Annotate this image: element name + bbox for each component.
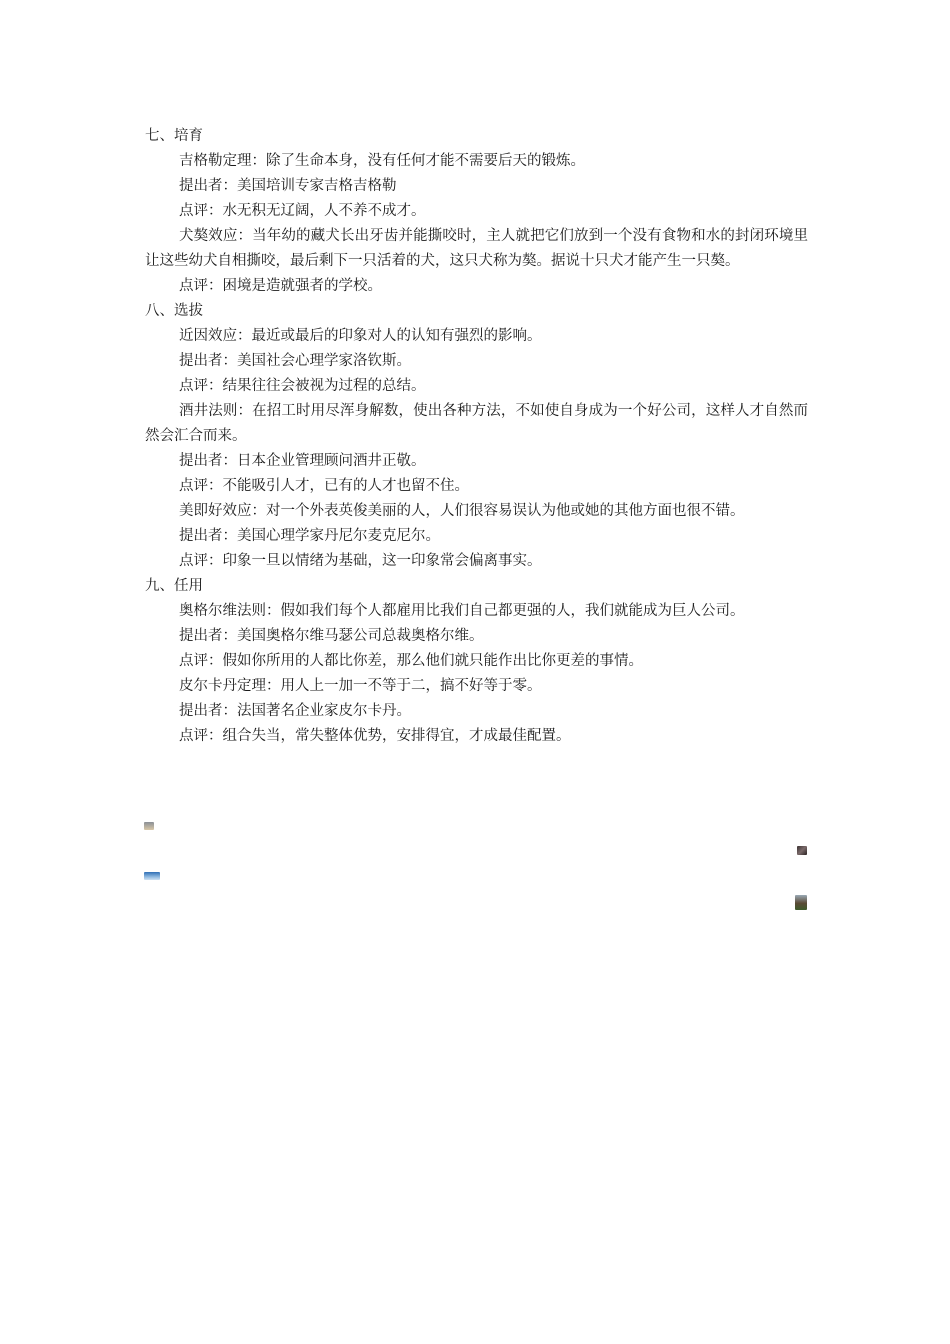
paragraph: 点评：水无积无辽阔，人不养不成才。 [179, 203, 426, 219]
paragraph: 犬獒效应：当年幼的藏犬长出牙齿并能撕咬时，主人就把它们放到一个没有食物和水的封闭环境里让这些幼犬自相撕咬，最后剩下一只活着的犬，这只犬称为獒。据说十只犬才能产生一只獒。 [145, 228, 808, 269]
paragraph: 点评：印象一旦以情绪为基础，这一印象常会偏离事实。 [179, 553, 542, 569]
paragraph: 点评：组合失当，常失整体优势，安排得宜，才成最佳配置。 [179, 728, 571, 744]
document-body [145, 124, 808, 749]
paragraph: 提出者：法国著名企业家皮尔卡丹。 [179, 703, 411, 719]
paragraph: 点评：结果往往会被视为过程的总结。 [179, 378, 426, 394]
section-selection [145, 299, 808, 574]
section-appointment [145, 574, 808, 749]
paragraph: 点评：假如你所用的人都比你差，那么他们就只能作出比你更差的事情。 [179, 653, 643, 669]
paragraph: 奥格尔维法则：假如我们每个人都雇用比我们自己都更强的人，我们就能成为巨人公司。 [179, 603, 745, 619]
paragraph: 提出者：美国培训专家吉格吉格勒 [179, 178, 397, 194]
section-cultivation [145, 124, 808, 299]
paragraph: 吉格勒定理：除了生命本身，没有任何才能不需要后天的锻炼。 [179, 153, 585, 169]
section-heading: 九、任用 [145, 578, 203, 594]
paragraph: 点评：不能吸引人才，已有的人才也留不住。 [179, 478, 469, 494]
thumbnail-image [795, 895, 807, 910]
paragraph: 提出者：美国奥格尔维马瑟公司总裁奥格尔维。 [179, 628, 484, 644]
paragraph: 美即好效应：对一个外表英俊美丽的人，人们很容易误认为他或她的其他方面也很不错。 [179, 503, 745, 519]
paragraph: 提出者：美国心理学家丹尼尔麦克尼尔。 [179, 528, 440, 544]
section-heading: 七、培育 [145, 128, 203, 144]
paragraph: 点评：困境是造就强者的学校。 [179, 278, 382, 294]
thumbnail-image [797, 846, 807, 855]
paragraph: 提出者：日本企业管理顾问酒井正敬。 [179, 453, 426, 469]
thumbnail-image [144, 822, 154, 830]
paragraph: 提出者：美国社会心理学家洛钦斯。 [179, 353, 411, 369]
paragraph: 皮尔卡丹定理：用人上一加一不等于二，搞不好等于零。 [179, 678, 542, 694]
section-heading: 八、选拔 [145, 303, 203, 319]
paragraph: 酒井法则：在招工时用尽浑身解数，使出各种方法，不如使自身成为一个好公司，这样人才自然而然会汇合而来。 [145, 403, 808, 444]
thumbnail-image [144, 872, 160, 880]
paragraph: 近因效应：最近或最后的印象对人的认知有强烈的影响。 [179, 328, 542, 344]
